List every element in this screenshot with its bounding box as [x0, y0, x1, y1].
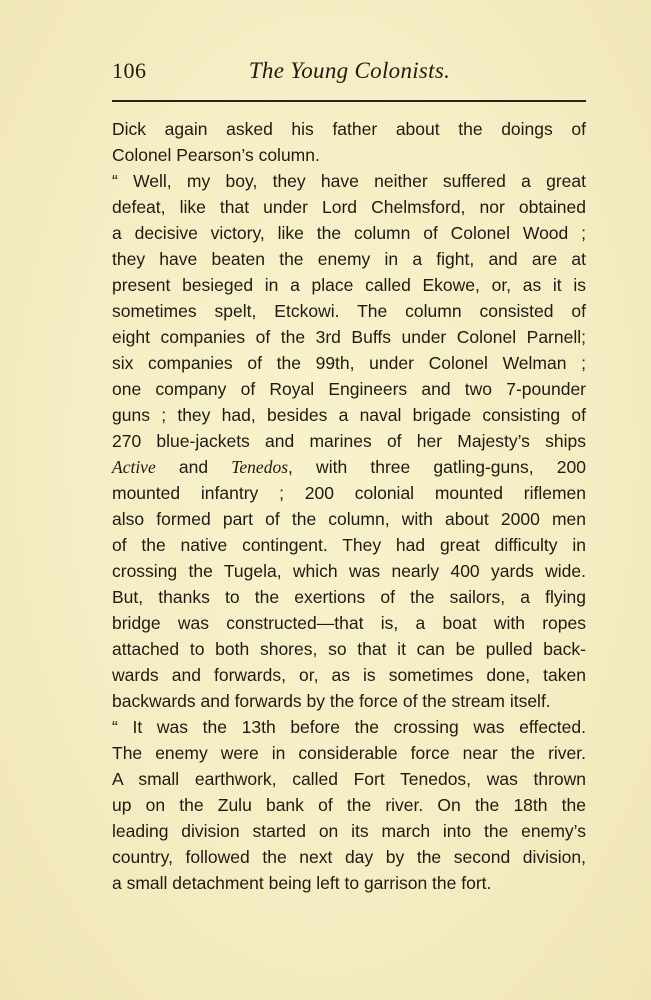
text-line: leading division started on its march into the enemy’s	[112, 821, 586, 841]
text-line: attached to both shores, so that it can be pulled back-	[112, 639, 586, 659]
text-line: up on the Zulu bank of the river. On the 18th the	[112, 795, 586, 815]
text-line: also formed part of the column, with about 2000 men	[112, 509, 586, 529]
text-line: present besieged in a place called Ekowe, or, as it is	[112, 275, 586, 295]
body-text	[112, 116, 586, 896]
text-line: country, followed the next day by the second division,	[112, 847, 586, 867]
text-line: crossing the Tugela, which was nearly 400 yards wide.	[112, 561, 586, 581]
text-line: sometimes spelt, Etckowi. The column consisted of	[112, 301, 586, 321]
text-line: The enemy were in considerable force near the river.	[112, 743, 586, 763]
text-line: mounted infantry ; 200 colonial mounted riflemen	[112, 483, 586, 503]
text-line: guns ; they had, besides a naval brigade consisting of	[112, 405, 586, 425]
text-line: eight companies of the 3rd Buffs under Colonel Parnell;	[112, 327, 586, 347]
text-run: and	[155, 457, 232, 477]
text-line: Dick again asked his father about the doings of	[112, 119, 586, 139]
text-line: “ Well, my boy, they have neither suffered a great	[112, 171, 586, 191]
running-title: The Young Colonists.	[248, 58, 451, 83]
italic-ship-name: Tenedos	[231, 457, 289, 477]
text-line: one company of Royal Engineers and two 7-pounder	[112, 379, 586, 399]
text-run: , with three gatling-guns, 200	[288, 457, 586, 477]
text-line: they have beaten the enemy in a fight, and are at	[112, 249, 586, 269]
text-line	[112, 454, 586, 480]
italic-ship-name: Active	[112, 457, 156, 477]
text-line: Colonel Pearson’s column.	[112, 145, 320, 165]
text-line: backwards and forwards by the force of the stream itself.	[112, 691, 551, 711]
running-head	[112, 58, 587, 88]
text-line: a decisive victory, like the column of Colonel Wood ;	[112, 223, 586, 243]
header-rule	[112, 100, 586, 102]
text-line: 270 blue-jackets and marines of her Majesty’s ships	[112, 431, 586, 451]
text-line: a small detachment being left to garrison the fort.	[112, 873, 492, 893]
text-line: But, thanks to the exertions of the sailors, a flying	[112, 587, 586, 607]
text-line: A small earthwork, called Fort Tenedos, was thrown	[112, 769, 586, 789]
text-line: defeat, like that under Lord Chelmsford, nor obtained	[112, 197, 586, 217]
text-line: bridge was constructed—that is, a boat with ropes	[112, 613, 586, 633]
text-line: wards and forwards, or, as is sometimes done, taken	[112, 665, 586, 685]
text-line: six companies of the 99th, under Colonel Welman ;	[112, 353, 586, 373]
page-number: 106	[112, 58, 147, 83]
text-line: “ It was the 13th before the crossing was effected.	[112, 717, 586, 737]
text-line: of the native contingent. They had great difficulty in	[112, 535, 586, 555]
